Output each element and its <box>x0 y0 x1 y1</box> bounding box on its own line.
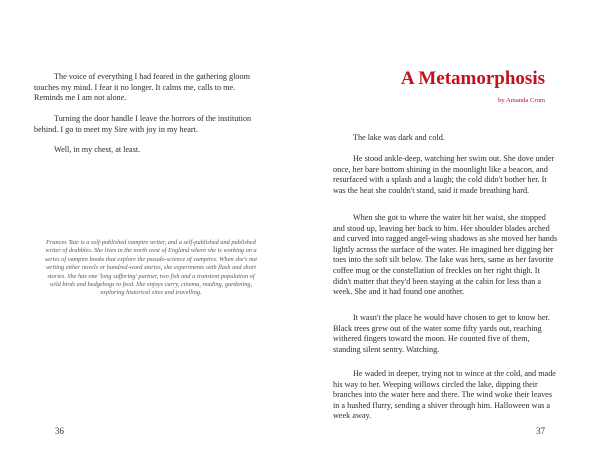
right-page <box>300 0 600 463</box>
body-paragraph: The voice of everything I had feared in the gathering gloom touches my mind. I fear it no longer. It calms me, calls to me. Reminds me I am not alone. <box>34 72 250 103</box>
body-paragraph: He waded in deeper, trying not to wince at the cold, and made his way to her. Weeping willows circled the lake, dipping their branches into the water here and there. The wind woke their leaves in a hushed flurry, sending a shiver through him. Halloween was a week away. <box>333 369 556 421</box>
story-byline: by Amanda Crum <box>498 97 545 104</box>
page-number: 36 <box>55 426 64 436</box>
story-title: A Metamorphosis <box>400 68 545 89</box>
author-bio: Frances Tate is a self-published vampire writer, and a self-published and published writer of drabbles. She lives in the north west of England where she is working on a series of vampire books that explore the pseudo-science of vampires. When she's not writing either novels or hundred-word stories, she experiments with flash and short stories. She has one 'long suffering' partner, two fish and a transient population of wild birds and hedgehogs to feed. She enjoys curry, cinema, reading, gardening, exploring historical sites and travelling. <box>44 239 258 297</box>
body-paragraph: It wasn't the place he would have chosen to get to know her. Black trees grew out of the water some fifty yards out, reaching withered fingers toward the moon. He counted five of them, standing silent sentry. Watching. <box>333 313 550 354</box>
body-paragraph: He stood ankle-deep, watching her swim out. She dove under once, her bare bottom shining in the moonlight like a beacon, and resurfaced with a splash and a laugh; the cold didn't bother her. It was the heat she couldn't stand, said it made breathing hard. <box>333 154 555 195</box>
body-paragraph: The lake was dark and cold. <box>353 133 445 142</box>
body-paragraph: Well, in my chest, at least. <box>54 145 141 154</box>
body-paragraph: Turning the door handle I leave the horrors of the institution behind. I go to meet my Sire with joy in my heart. <box>34 114 252 134</box>
page-number: 37 <box>536 426 545 436</box>
body-paragraph: When she got to where the water hit her waist, she stopped and stood up, leaving her back to him. Her shoulder blades arched and curved into ragged angel-wing shadows as she moved her hands lightly across the surface of the water. He imagined her digging her toes into the soft silt below. The lake was hers, same as her favorite coffee mug or the constellation of freckles on her right thigh. It didn't matter that they'd been staying at the cabin for less than a week. She and it had found one another. <box>333 213 558 297</box>
